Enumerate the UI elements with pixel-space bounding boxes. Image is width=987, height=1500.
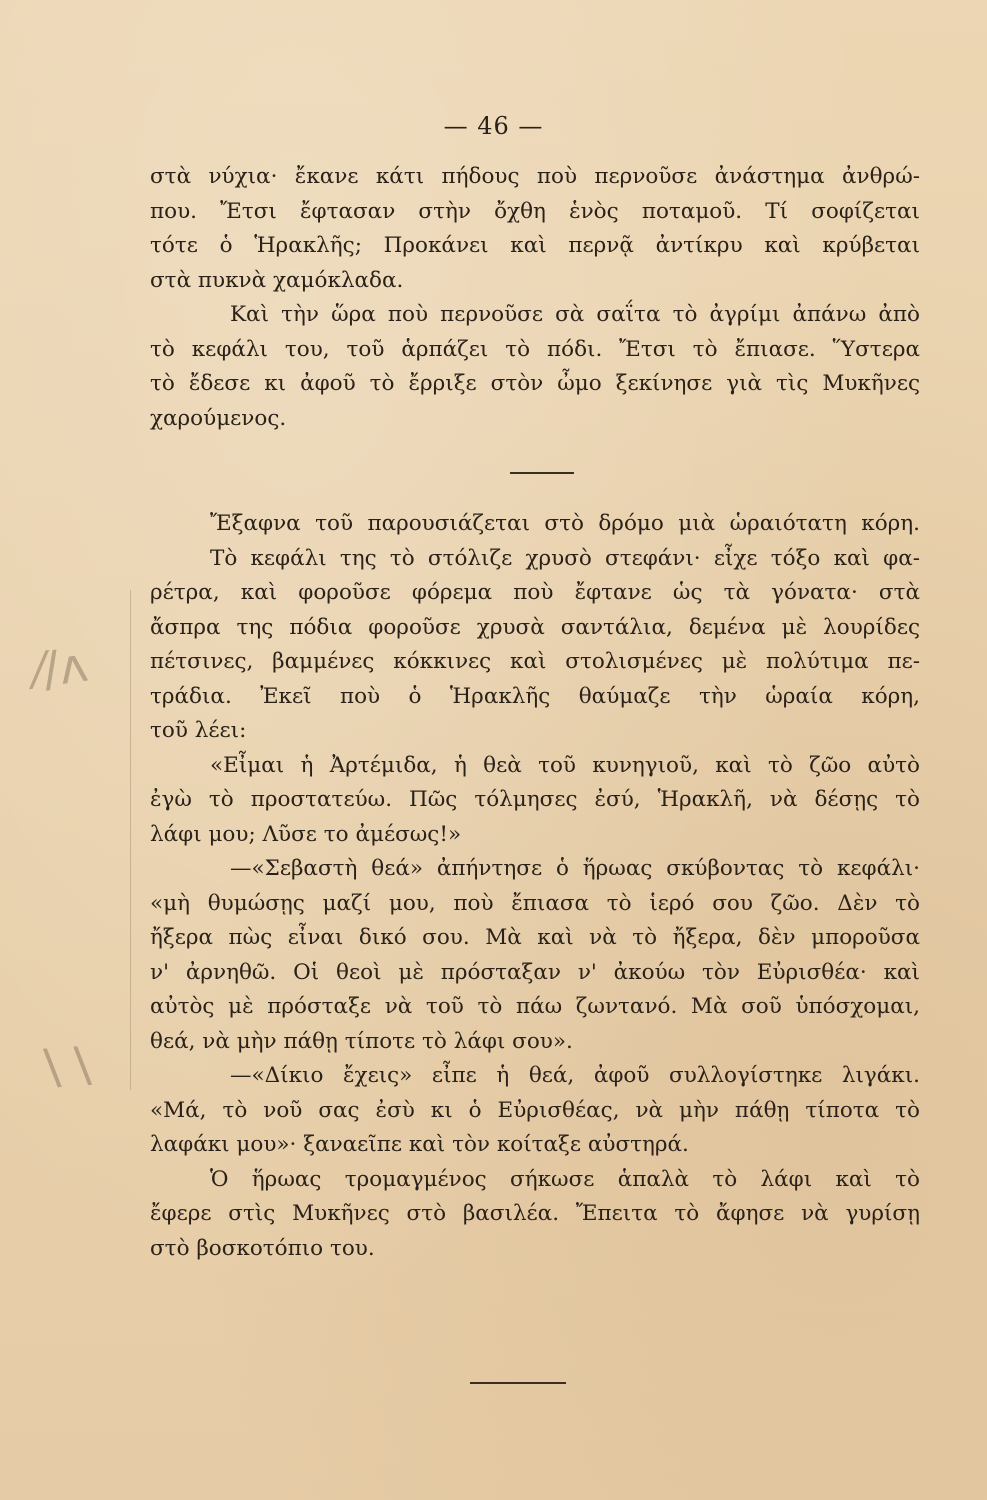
text-line: —«Δίκιο ἔχεις» εἶπε ἡ θεά, ἀφοῦ συλλογίστηκε λιγάκι. [230,1063,920,1088]
text-line: —«Σεβαστὴ θεά» ἀπήντησε ὁ ἥρωας σκύβοντας τὸ κεφάλι· [230,856,920,881]
text-line: πέτσινες, βαμμένες κόκκινες καὶ στολισμένες μὲ πολύτιμα πε- [150,649,920,674]
text-line: ν' ἀρνηθῶ. Οἱ θεοὶ μὲ πρόσταξαν ν' ἀκούω τὸν Εὐρισθέα· καὶ [150,959,920,985]
text-line: Ὁ ἥρωας τρομαγμένος σήκωσε ἁπαλὰ τὸ λάφι καὶ τὸ [210,1166,920,1192]
text-line: ἔφερε στὶς Μυκῆνες στὸ βασιλέα. Ἔπειτα τὸ ἄφησε νὰ γυρίσῃ [150,1201,920,1226]
text-block-top [150,160,920,436]
text-block-main [150,507,920,1266]
text-line: που. Ἔτσι ἔφτασαν στὴν ὄχθη ἑνὸς ποταμοῦ. Τί σοφίζεται [150,198,920,224]
text-line: στὰ πυκνὰ χαμόκλαδα. [150,267,404,293]
text-line: ἤξερα πὼς εἶναι δικό σου. Μὰ καὶ νὰ τὸ ἤξερα, δὲν μποροῦσα [150,925,920,950]
margin-pencil-mark: ∖∖ [33,1037,99,1099]
text-line: τὸ ἔδεσε κι ἀφοῦ τὸ ἔρριξε στὸν ὦμο ξεκίνησε γιὰ τὶς Μυκῆνες [150,371,920,396]
text-line: λαφάκι μου»· ξαναεῖπε καὶ τὸν κοίταξε αὐστηρά. [150,1132,689,1157]
text-line: Τὸ κεφάλι της τὸ στόλιζε χρυσὸ στεφάνι· εἶχε τόξο καὶ φα- [210,545,920,571]
text-line: αὐτὸς μὲ πρόσταξε νὰ τοῦ τὸ πάω ζωντανό. Μὰ σοῦ ὑπόσχομαι, [150,994,920,1019]
text-line: στὰ νύχια· ἔκανε κάτι πήδους ποὺ περνοῦσε ἀνάστημα ἀνθρώ- [150,164,920,189]
text-line: Καὶ τὴν ὥρα ποὺ περνοῦσε σὰ σαΐτα τὸ ἀγρίμι ἀπάνω ἀπὸ [230,302,920,327]
margin-pencil-mark: ⁄∕ʌ [31,636,92,700]
end-divider [470,1382,566,1384]
text-line: ἐγὼ τὸ προστατεύω. Πῶς τόλμησες ἐσύ, Ἡρακλῆ, νὰ δέσῃς τὸ [150,787,920,812]
text-line: «μὴ θυμώσῃς μαζί μου, ποὺ ἔπιασα τὸ ἱερό σου ζῶο. Δὲν τὸ [150,890,920,916]
text-line: Ἔξαφνα τοῦ παρουσιάζεται στὸ δρόμο μιὰ ὡραιότατη κόρη. [210,511,920,536]
text-line: τότε ὁ Ἡρακλῆς; Προκάνει καὶ περνᾷ ἀντίκρυ καὶ κρύβεται [150,233,920,258]
section-divider [510,472,574,474]
text-line: τοῦ λέει: [150,718,247,743]
text-line: χαρούμενος. [150,405,287,431]
text-line: λάφι μου; Λῦσε το ἀμέσως!» [150,821,462,847]
text-line: «Μά, τὸ νοῦ σας ἐσὺ κι ὁ Εὐρισθέας, νὰ μὴν πάθῃ τίποτα τὸ [150,1097,920,1123]
text-line: στὸ βοσκοτόπιο του. [150,1235,375,1261]
text-line: τράδια. Ἐκεῖ ποὺ ὁ Ἡρακλῆς θαύμαζε τὴν ὡραία κόρη, [150,683,920,709]
text-line: ἄσπρα της πόδια φοροῦσε χρυσὰ σαντάλια, δεμένα μὲ λουρίδες [150,614,920,640]
text-line: θεά, νὰ μὴν πάθῃ τίποτε τὸ λάφι σου». [150,1028,573,1054]
page-number: — 46 — [443,112,544,140]
margin-pencil-line [130,590,131,1090]
text-line: τὸ κεφάλι του, τοῦ ἁρπάζει τὸ πόδι. Ἔτσι τὸ ἔπιασε. Ὕστερα [150,336,920,362]
text-line: ρέτρα, καὶ φοροῦσε φόρεμα ποὺ ἔφτανε ὡς τὰ γόνατα· στὰ [150,580,920,605]
text-line: «Εἶμαι ἡ Ἀρτέμιδα, ἡ θεὰ τοῦ κυνηγιοῦ, καὶ τὸ ζῶο αὐτὸ [210,752,920,778]
